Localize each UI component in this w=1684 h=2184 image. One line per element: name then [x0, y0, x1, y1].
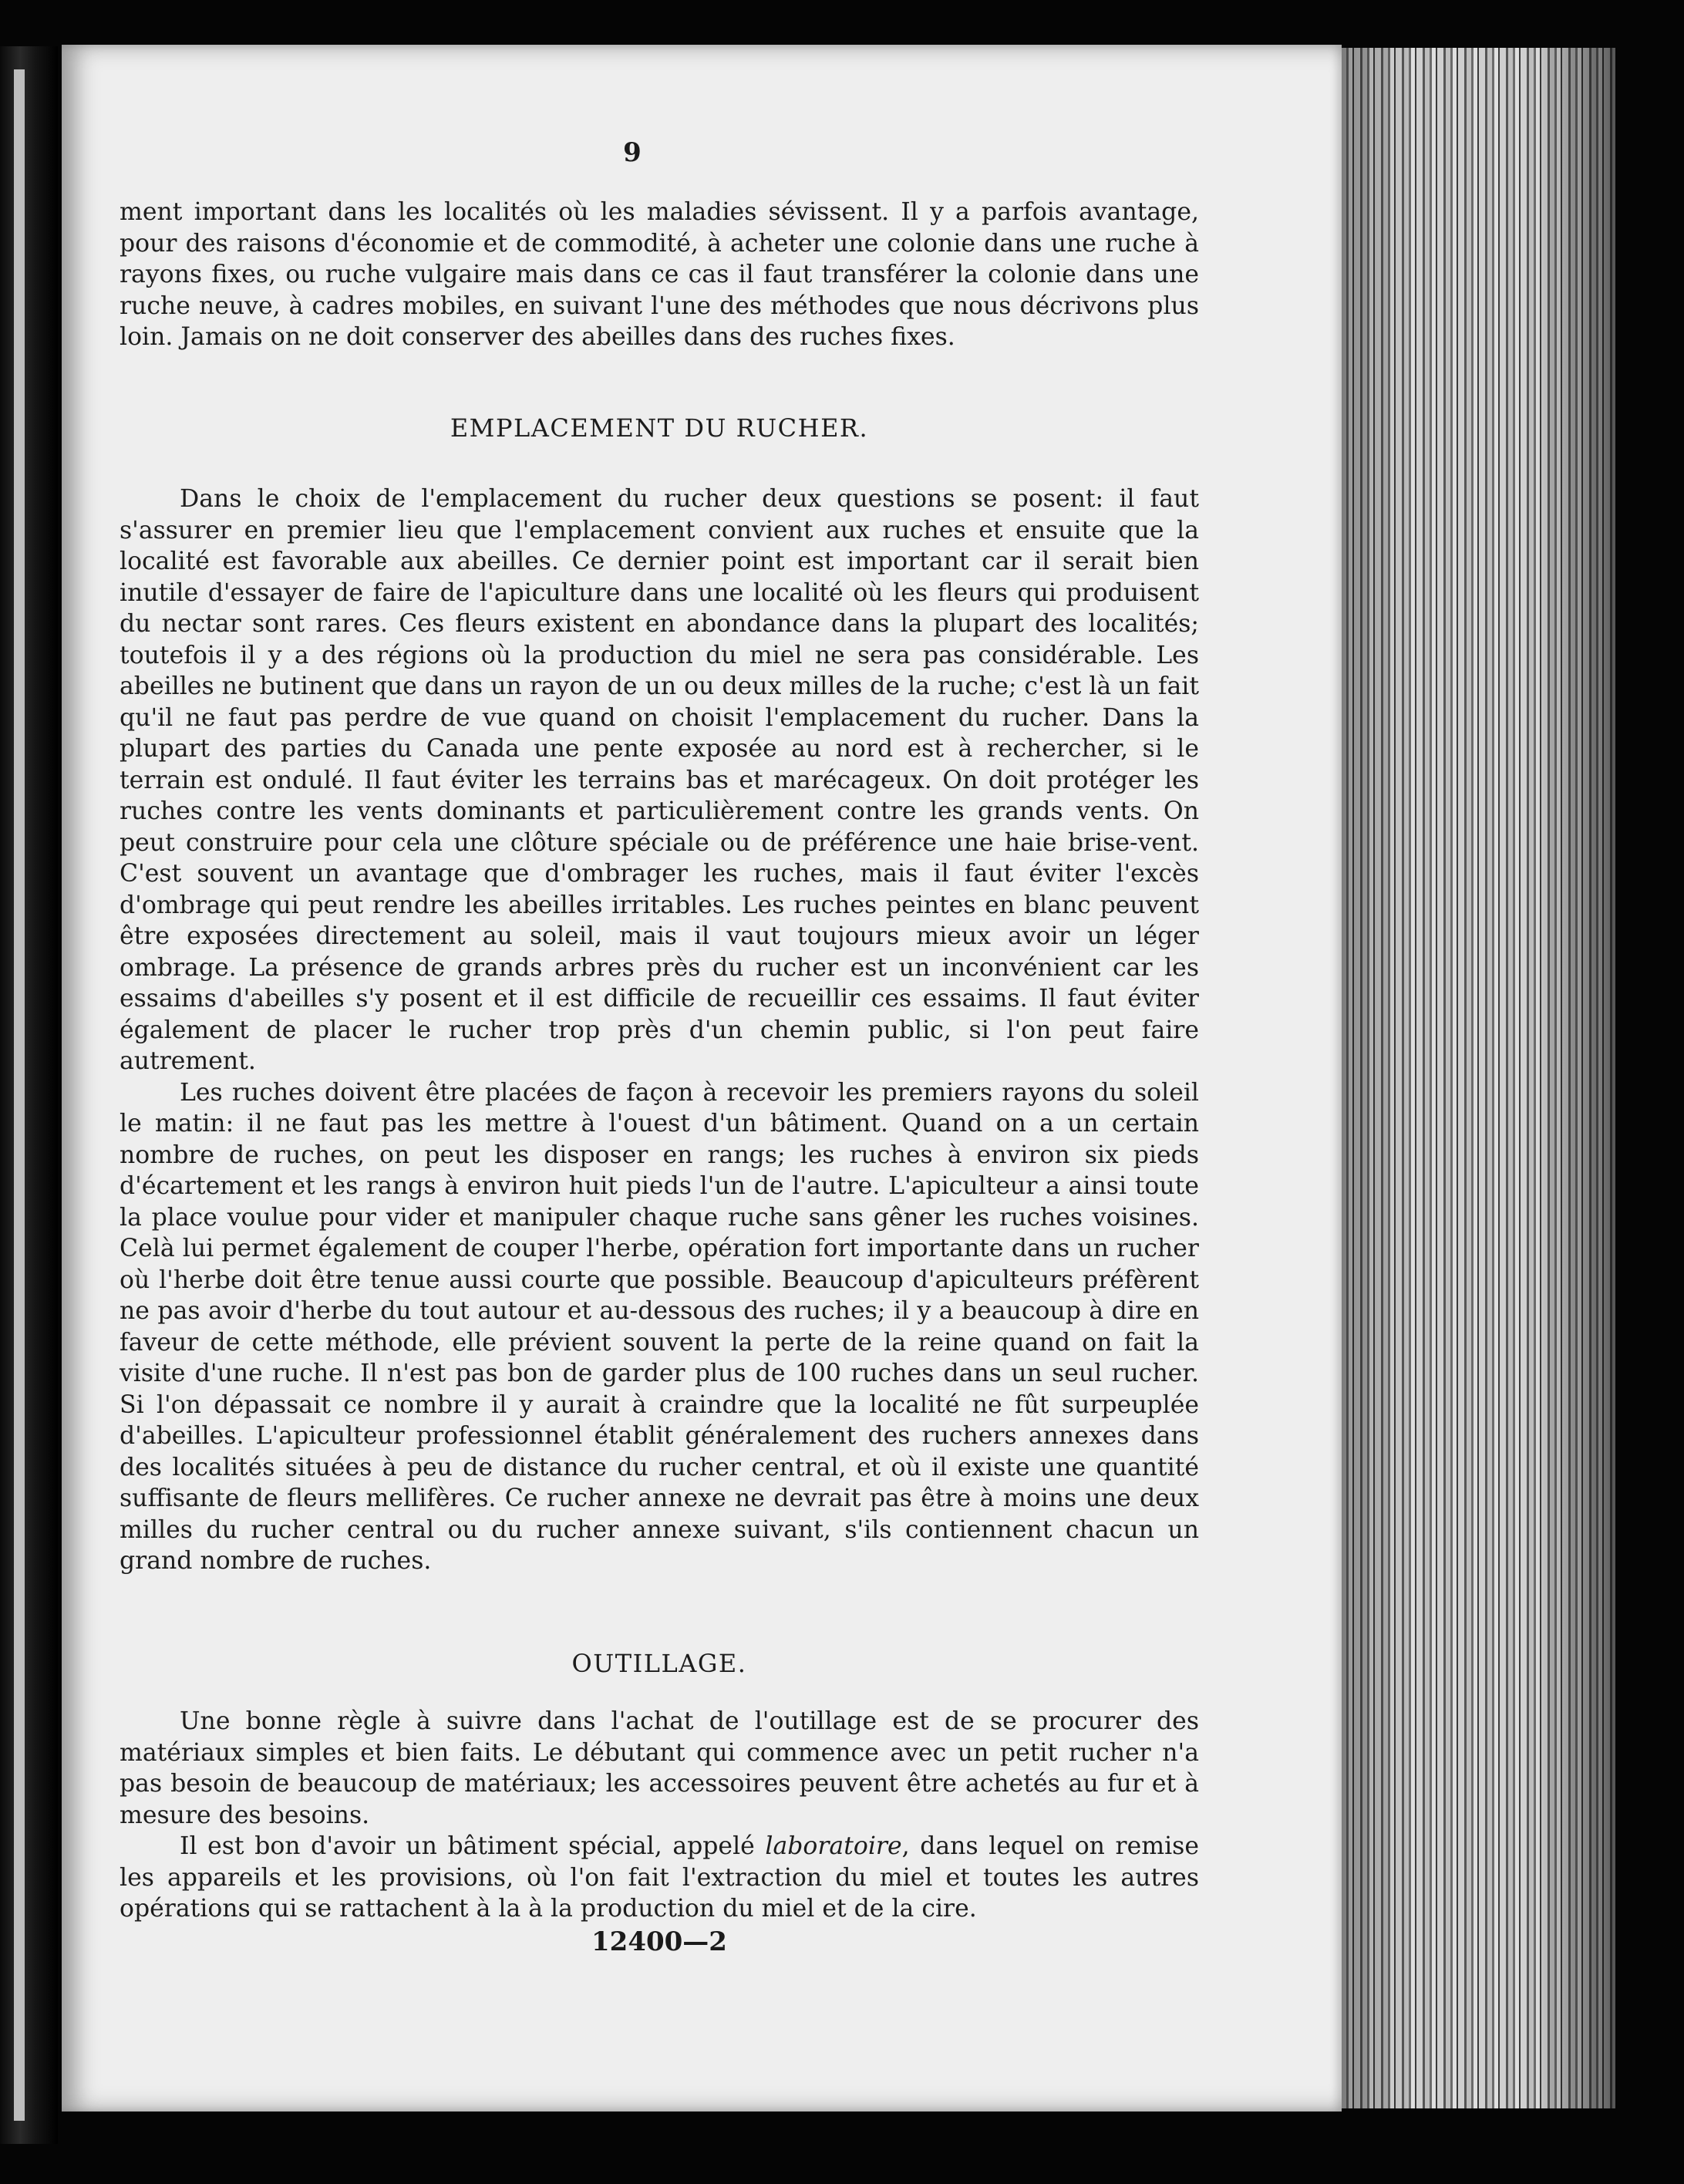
text-run: Il est bon d'avoir un bâtiment spécial, appelé	[180, 1832, 766, 1860]
page-fore-edge-shadow	[1342, 48, 1615, 2108]
section-heading-emplacement: EMPLACEMENT DU RUCHER.	[450, 413, 869, 443]
left-page-edge	[0, 46, 58, 2144]
emplacement-body	[120, 484, 1199, 1577]
intro-paragraph-block	[120, 197, 1199, 353]
body-paragraph: Les ruches doivent être placées de façon à recevoir les premiers rayons du soleil le matin: il ne faut pas les mettre à l'ouest d'un bâtiment. Quand on a un certain nombre de ruches, on peut les disposer en rangs; les ruches à environ six pieds d'écartement et les rangs à environ huit pieds l'un de l'autre. L'apiculteur a ainsi toute la place voulue pour vider et manipuler chaque ruche sans gêner les ruches voisines. Celà lui permet également de couper l'herbe, opération fort importante dans un rucher où l'herbe doit être tenue aussi courte que possible. Beaucoup d'apiculteurs préfèrent ne pas avoir d'herbe du tout autour et au-dessous des ruches; il y a beaucoup à dire en faveur de cette méthode, elle prévient souvent la perte de la reine quand on fait la visite d'une ruche. Il n'est pas bon de garder plus de 100 ruches dans un seul rucher. Si l'on dépassait ce nombre il y aurait à craindre que la localité ne fût surpeuplée d'abeilles. L'apiculteur professionnel établit généralement des ruchers annexes dans des localités situées à peu de distance du rucher central, et où il existe une quantité suffisante de fleurs mellifères. Ce rucher annexe ne devrait pas être à moins une deux milles du rucher central ou du rucher annexe suivant, s'ils contiennent chacun un grand nombre de ruches.	[120, 1078, 1199, 1575]
body-paragraph: Une bonne règle à suivre dans l'achat de l'outillage est de se procurer des matériaux simples et bien faits. Le débutant qui commence avec un petit rucher n'a pas besoin de beaucoup de matériaux; les accessoires peuvent être achetés au fur et à mesure des besoins.	[120, 1707, 1199, 1829]
text-run: , dans lequel on remise les appareils et les provisions, où l'on fait l'extraction du miel et toutes les autres opérations qui se rattachent à la à la production du miel et de la cire.	[120, 1832, 1199, 1923]
left-page-sliver	[14, 69, 25, 2121]
intro-paragraph: ment important dans les localités où les maladies sévissent. Il y a parfois avantage, pour des raisons d'économie et de commodité, à acheter une colonie dans une ruche à rayons fixes, ou ruche vulgaire mais dans ce cas il faut transférer la colonie dans une ruche neuve, à cadres mobiles, en suivant l'une des méthodes que nous décrivons plus loin. Jamais on ne doit conserver des abeilles dans des ruches fixes.	[120, 198, 1199, 351]
printer-signature-mark: 12400—2	[591, 1926, 727, 1957]
outillage-body	[120, 1706, 1199, 1925]
italic-term: laboratoire	[765, 1832, 902, 1860]
body-paragraph	[120, 1831, 1199, 1925]
page-number: 9	[623, 137, 642, 168]
body-paragraph: Dans le choix de l'emplacement du rucher deux questions se posent: il faut s'assurer en premier lieu que l'emplacement convient aux ruches et ensuite que la localité est favorable aux abeilles. Ce dernier point est important car il serait bien inutile d'essayer de faire de l'apiculture dans une localité où les fleurs qui produisent du nectar sont rares. Ces fleurs existent en abondance dans la plupart des localités; toutefois il y a des régions où la production du miel ne sera pas considérable. Les abeilles ne butinent que dans un rayon de un ou deux milles de la ruche; c'est là un fait qu'il ne faut pas perdre de vue quand on choisit l'emplacement du rucher. Dans la plupart des parties du Canada une pente exposée au nord est à rechercher, si le terrain est ondulé. Il faut éviter les terrains bas et marécageux. On doit protéger les ruches contre les vents dominants et particulièrement contre les grands vents. On peut construire pour cela une clôture spéciale ou de préférence une haie brise-vent. C'est souvent un avantage que d'ombrager les ruches, mais il faut éviter l'excès d'ombrage qui peut rendre les abeilles irritables. Les ruches peintes en blanc peuvent être exposées directement au soleil, mais il vaut toujours mieux avoir un léger ombrage. La présence de grands arbres près du rucher est un inconvénient car les essaims d'abeilles s'y posent et il est difficile de recueillir ces essaims. Il faut éviter également de placer le rucher trop près d'un chemin public, si l'on peut faire autrement.	[120, 485, 1199, 1075]
section-heading-outillage: OUTILLAGE.	[571, 1649, 747, 1678]
